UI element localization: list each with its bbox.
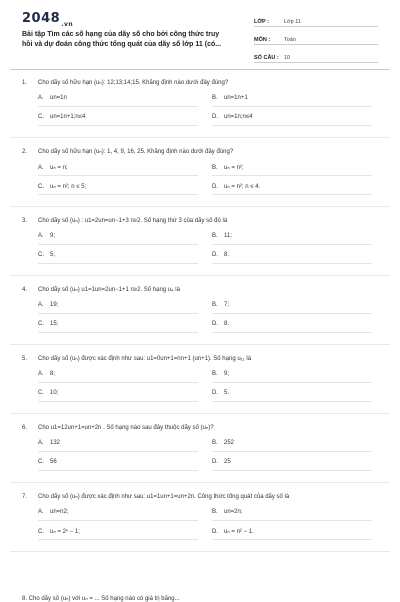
meta-subject-value: Toán <box>284 37 296 43</box>
answer-option-c[interactable] <box>38 390 58 396</box>
option-underline <box>212 470 372 471</box>
option-letter: A. <box>38 371 44 377</box>
meta-class-row <box>254 13 378 27</box>
option-text: un=1n <box>50 95 67 101</box>
option-letter: D. <box>212 184 218 190</box>
option-text: uₙ = n²; n ≤ 4. <box>224 184 261 190</box>
option-underline <box>212 520 372 521</box>
question-stem <box>22 493 382 500</box>
answer-option-a[interactable] <box>38 233 55 239</box>
option-text: uₙ = n²; n ≤ 5; <box>50 184 87 190</box>
option-underline <box>212 332 372 333</box>
question-text: Cho dãy số (uₙ) được xác định như sau: u1=0un+1=nn+1 (un+1). Số hạng u₁₁ là <box>38 356 252 362</box>
question-2 <box>0 148 400 217</box>
answer-option-c[interactable] <box>38 114 85 120</box>
option-letter: D. <box>212 321 218 327</box>
question-list <box>0 79 400 562</box>
option-text: 15; <box>50 321 59 327</box>
question-number: 6. <box>22 425 28 431</box>
option-text: 8. <box>224 252 230 258</box>
option-text: un=n2; <box>50 509 69 515</box>
question-8-partial: 8. Cho dãy số (uₙ) với uₙ = ... Số hạng nào có giá trị bằng... <box>22 596 180 602</box>
question-number: 2. <box>22 149 28 155</box>
option-text: 8; <box>50 371 56 377</box>
meta-class-label: LỚP : <box>254 19 269 25</box>
option-text: 5. <box>224 390 230 396</box>
option-text: 10; <box>50 390 59 396</box>
answer-option-c[interactable] <box>38 183 86 190</box>
option-text: un=1n+1;n≤4 <box>50 114 86 120</box>
option-text: uₙ = n; <box>50 165 68 171</box>
option-text: 19; <box>50 302 59 308</box>
option-letter: B. <box>212 509 218 515</box>
option-text: 252 <box>224 440 235 446</box>
option-text: 56 <box>50 459 57 465</box>
option-letter: B. <box>212 440 218 446</box>
question-stem <box>22 79 382 86</box>
option-text: 25 <box>224 459 231 465</box>
option-letter: B. <box>212 165 218 171</box>
option-underline <box>38 106 198 107</box>
option-underline <box>38 313 198 314</box>
option-underline <box>38 401 198 402</box>
option-underline <box>38 451 198 452</box>
option-underline <box>212 244 372 245</box>
option-letter: D. <box>212 390 218 396</box>
option-underline <box>212 194 372 195</box>
option-underline <box>38 175 198 176</box>
title-line-1: Bài tập Tìm các số hạng của dãy số cho bởi công thức truy <box>22 31 220 38</box>
answer-option-b[interactable] <box>212 509 243 515</box>
option-underline <box>212 263 372 264</box>
option-text: un=2n; <box>224 509 243 515</box>
answer-option-c[interactable] <box>38 321 58 327</box>
question-5 <box>0 355 400 424</box>
answer-option-b[interactable] <box>212 233 232 239</box>
option-letter: C. <box>38 321 44 327</box>
meta-count-value: 10 <box>284 55 291 61</box>
option-letter: A. <box>38 302 44 308</box>
question-separator <box>10 551 390 552</box>
answer-option-a[interactable] <box>38 509 69 515</box>
answer-option-b[interactable] <box>212 440 234 446</box>
title-line-2: hồi và dự đoán công thức tổng quát của dãy số lớp 11 (có... <box>22 41 222 48</box>
option-letter: C. <box>38 529 44 535</box>
option-underline <box>38 194 198 195</box>
answer-option-b[interactable] <box>212 371 229 377</box>
document-meta <box>254 13 378 67</box>
option-letter: D. <box>212 459 218 465</box>
answer-option-d[interactable] <box>212 528 254 535</box>
question-3 <box>0 217 400 286</box>
answer-option-d[interactable] <box>212 321 229 327</box>
option-text: uₙ = 2ⁿ − 1; <box>50 529 80 535</box>
option-letter: C. <box>38 390 44 396</box>
question-number: 7. <box>22 494 28 500</box>
question-stem <box>22 424 382 431</box>
question-stem <box>22 148 382 155</box>
question-6 <box>0 424 400 493</box>
meta-subject-row <box>254 31 378 45</box>
question-7 <box>0 493 400 562</box>
question-text: Cho dãy số (uₙ) u1=1un=2un−1+1 n≥2. Số hạng u₄ là <box>38 287 180 293</box>
logo-text: 2048 <box>22 11 61 26</box>
answer-option-d[interactable] <box>212 252 229 258</box>
question-separator <box>10 206 390 207</box>
question-text: Cho dãy số hữu hạn (uₙ): 1, 4, 9, 16, 25. Khẳng định nào dưới đây đúng? <box>38 149 234 155</box>
meta-count-label: SỐ CÂU : <box>254 55 279 61</box>
option-underline <box>38 244 198 245</box>
option-letter: C. <box>38 114 44 120</box>
option-letter: A. <box>38 233 44 239</box>
option-letter: C. <box>38 184 44 190</box>
option-letter: D. <box>212 529 218 535</box>
option-letter: C. <box>38 459 44 465</box>
question-separator <box>10 482 390 483</box>
answer-option-a[interactable] <box>38 164 68 171</box>
question-4 <box>0 286 400 355</box>
question-number: 4. <box>22 287 28 293</box>
option-text: un=1n+1 <box>224 95 248 101</box>
meta-class-value: Lớp 11 <box>284 19 301 25</box>
option-underline <box>38 125 198 126</box>
answer-option-b[interactable] <box>212 95 248 101</box>
document-title <box>22 30 250 50</box>
answer-option-b[interactable] <box>212 302 229 308</box>
question-separator <box>10 413 390 414</box>
option-text: 9; <box>224 371 230 377</box>
option-underline <box>212 175 372 176</box>
option-underline <box>38 332 198 333</box>
option-underline <box>212 106 372 107</box>
option-letter: A. <box>38 165 44 171</box>
answer-option-d[interactable] <box>212 114 253 120</box>
answer-option-c[interactable] <box>38 528 80 535</box>
option-letter: D. <box>212 252 218 258</box>
option-letter: B. <box>212 371 218 377</box>
answer-option-d[interactable] <box>212 390 229 396</box>
answer-option-d[interactable] <box>212 183 260 190</box>
meta-count-row <box>254 49 378 63</box>
header-divider <box>10 69 390 70</box>
question-separator <box>10 137 390 138</box>
question-1 <box>0 79 400 148</box>
option-text: 5; <box>50 252 56 258</box>
question-separator <box>10 275 390 276</box>
question-text: Cho dãy số hữu hạn (uₙ): 12;13;14;15. Khẳng định nào dưới đây đúng? <box>38 80 229 86</box>
option-underline <box>212 125 372 126</box>
question-number: 1. <box>22 80 28 86</box>
option-letter: C. <box>38 252 44 258</box>
logo-suffix: .vn <box>61 20 74 28</box>
question-text: Cho dãy số (uₙ) : u1=2un=un−1+3 n≥2. Số hạng thứ 3 của dãy số đó là <box>38 218 228 224</box>
option-underline <box>212 382 372 383</box>
answer-option-c[interactable] <box>38 252 55 258</box>
option-letter: B. <box>212 302 218 308</box>
option-letter: A. <box>38 509 44 515</box>
option-underline <box>38 382 198 383</box>
option-text: uₙ = n² − 1. <box>224 529 254 535</box>
answer-option-a[interactable] <box>38 440 60 446</box>
option-underline <box>38 539 198 540</box>
answer-option-a[interactable] <box>38 371 55 377</box>
question-number: 5. <box>22 356 28 362</box>
question-text: Cho u1=12un+1=un+2n . Số hạng nào sau đây thuộc dãy số (uₙ)? <box>38 425 214 431</box>
question-text: Cho dãy số (uₙ) được xác định như sau: u1=1un+1=un+2n. Công thức tổng quát của dãy số là <box>38 494 290 500</box>
option-underline <box>38 520 198 521</box>
option-text: un=1n;n≤4 <box>224 114 253 120</box>
option-underline <box>212 539 372 540</box>
site-logo[interactable] <box>22 11 73 28</box>
option-letter: D. <box>212 114 218 120</box>
question-stem <box>22 217 382 224</box>
option-text: uₙ = n²; <box>224 165 244 171</box>
option-underline <box>38 263 198 264</box>
answer-option-a[interactable] <box>38 95 67 101</box>
answer-option-d[interactable] <box>212 459 231 465</box>
document-header <box>0 0 400 66</box>
answer-option-a[interactable] <box>38 302 58 308</box>
question-separator <box>10 344 390 345</box>
answer-option-c[interactable] <box>38 459 57 465</box>
answer-option-b[interactable] <box>212 164 244 171</box>
option-letter: B. <box>212 233 218 239</box>
option-letter: A. <box>38 95 44 101</box>
option-text: 9; <box>50 233 56 239</box>
option-underline <box>212 313 372 314</box>
question-stem <box>22 355 382 362</box>
question-number: 3. <box>22 218 28 224</box>
option-underline <box>212 451 372 452</box>
meta-subject-label: MÔN : <box>254 37 271 43</box>
option-underline <box>38 470 198 471</box>
option-underline <box>212 401 372 402</box>
option-text: 8. <box>224 321 230 327</box>
option-text: 11; <box>224 233 232 239</box>
option-letter: A. <box>38 440 44 446</box>
question-stem <box>22 286 382 293</box>
option-letter: B. <box>212 95 218 101</box>
option-text: 132 <box>50 440 61 446</box>
option-text: 7; <box>224 302 230 308</box>
